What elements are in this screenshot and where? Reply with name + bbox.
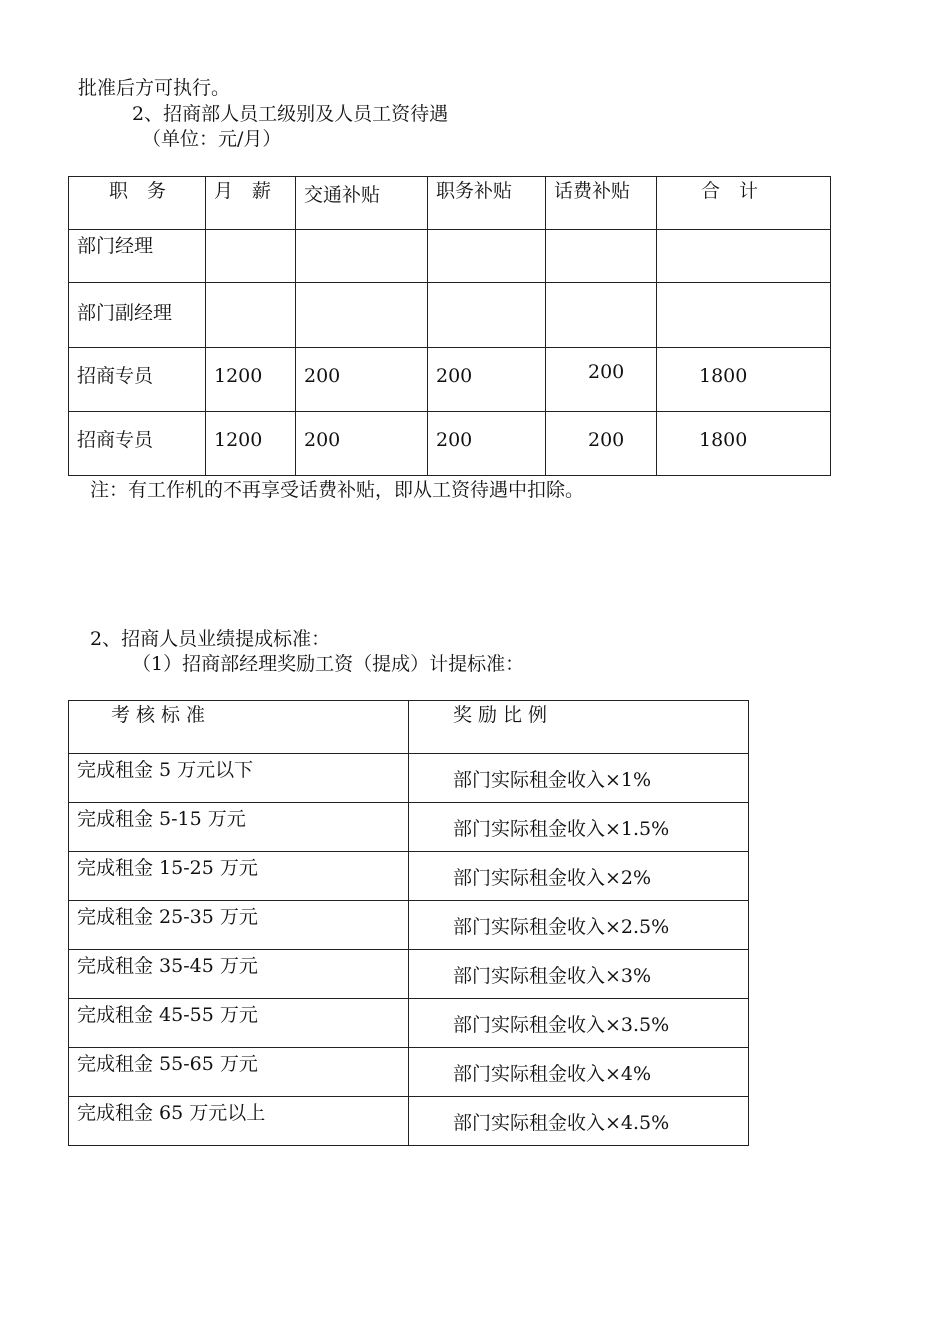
table-row: [69, 901, 749, 950]
table-cell: 200: [296, 348, 428, 412]
table-cell: [657, 230, 831, 283]
table-cell: [546, 230, 657, 283]
table-row: [69, 412, 831, 476]
header-cell: 交通补贴: [296, 177, 428, 230]
table-header-row: [69, 177, 831, 230]
table-cell: [296, 283, 428, 348]
table-cell: 部门副经理: [69, 283, 206, 348]
table-cell: 完成租金 15-25 万元: [69, 852, 409, 901]
header-cell: 职务补贴: [428, 177, 546, 230]
table-cell: 部门实际租金收入×1%: [409, 754, 749, 803]
section1-heading: 2、招商部人员工级别及人员工资待遇: [132, 103, 449, 125]
table-cell: [296, 230, 428, 283]
table-cell: 完成租金 35-45 万元: [69, 950, 409, 999]
table-cell: 部门经理: [69, 230, 206, 283]
table-row: [69, 1097, 749, 1146]
table-row: [69, 852, 749, 901]
table-cell: 完成租金 55-65 万元: [69, 1048, 409, 1097]
salary-table: [68, 176, 831, 476]
note-text: 注：有工作机的不再享受话费补贴，即从工资待遇中扣除。: [90, 479, 585, 501]
table-cell: 完成租金 65 万元以上: [69, 1097, 409, 1146]
table-cell: 200: [546, 412, 657, 476]
header-cell: 职 务: [69, 177, 206, 230]
table-cell: 1200: [206, 412, 296, 476]
table-row: [69, 348, 831, 412]
intro-line: 批准后方可执行。: [78, 77, 231, 99]
header-cell: 话费补贴: [546, 177, 657, 230]
section2-heading: 2、招商人员业绩提成标准：: [90, 628, 331, 650]
table-cell: 完成租金 5-15 万元: [69, 803, 409, 852]
table-cell: 部门实际租金收入×3.5%: [409, 999, 749, 1048]
unit-label: （单位：元/月）: [142, 128, 282, 150]
table-cell: [657, 283, 831, 348]
table-cell: 部门实际租金收入×2%: [409, 852, 749, 901]
table-row: [69, 803, 749, 852]
table-row: [69, 1048, 749, 1097]
bonus-table: [68, 700, 749, 1146]
table-cell: 部门实际租金收入×3%: [409, 950, 749, 999]
table-cell: 完成租金 25-35 万元: [69, 901, 409, 950]
header-cell: 考核标准: [69, 701, 409, 754]
section2-subheading: （1）招商部经理奖励工资（提成）计提标准：: [132, 653, 525, 675]
table-cell: [428, 283, 546, 348]
table-row: [69, 754, 749, 803]
table-cell: 招商专员: [69, 412, 206, 476]
table-row: [69, 999, 749, 1048]
header-cell: 奖励比例: [409, 701, 749, 754]
table-cell: 完成租金 45-55 万元: [69, 999, 409, 1048]
table-cell: 1800: [657, 348, 831, 412]
table-row: [69, 230, 831, 283]
header-cell: 月 薪: [206, 177, 296, 230]
table-row: [69, 950, 749, 999]
table-cell: [206, 230, 296, 283]
table-row: [69, 283, 831, 348]
table-cell: 部门实际租金收入×4%: [409, 1048, 749, 1097]
table-cell: 部门实际租金收入×4.5%: [409, 1097, 749, 1146]
table-cell: 200: [428, 412, 546, 476]
table-cell: 招商专员: [69, 348, 206, 412]
table-cell: [428, 230, 546, 283]
header-cell: 合 计: [657, 177, 831, 230]
table-cell: 1800: [657, 412, 831, 476]
table-header-row: [69, 701, 749, 754]
table-cell: [206, 283, 296, 348]
table-cell: 200: [296, 412, 428, 476]
table-cell: 200: [428, 348, 546, 412]
table-cell: [546, 283, 657, 348]
table-cell: 1200: [206, 348, 296, 412]
table-cell: 200: [546, 348, 657, 412]
table-cell: 部门实际租金收入×2.5%: [409, 901, 749, 950]
table-cell: 部门实际租金收入×1.5%: [409, 803, 749, 852]
table-cell: 完成租金 5 万元以下: [69, 754, 409, 803]
